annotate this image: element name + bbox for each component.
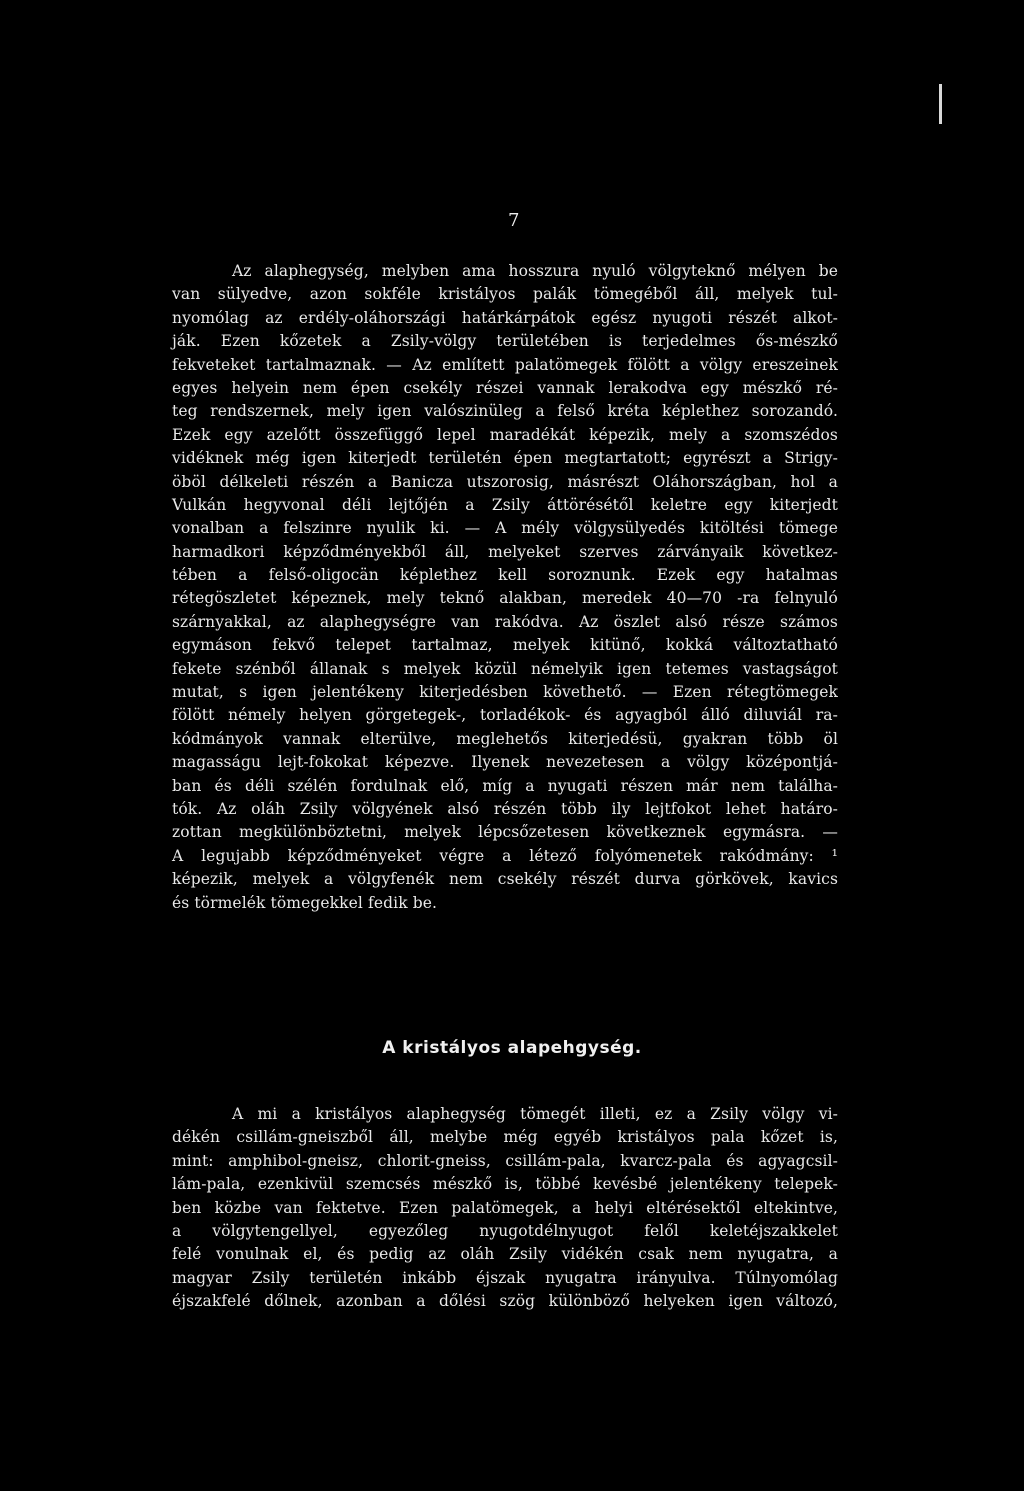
scan-edge-mark	[939, 84, 942, 124]
text-line: harmadkori képződményekből áll, melyeket szerves zárványaik következ-	[172, 542, 838, 561]
text-line: és törmelék tömegekkel fedik be.	[172, 893, 438, 912]
text-line: ban és déli szélén fordulnak elő, míg a nyugati részen már nem találha-	[172, 776, 838, 795]
text-line: Az alaphegység, melyben ama hosszura nyuló völgyteknő mélyen be	[232, 262, 838, 280]
text-line: A legujabb képződményeket végre a létező folyómenetek rakódmány: ¹	[172, 846, 838, 865]
text-line: zottan megkülönböztetni, melyek lépcsőzetesen következnek egymásra. —	[172, 823, 838, 842]
text-line: magasságu lejt-fokokat képezve. Ilyenek nevezetesen a völgy középontjá-	[172, 753, 838, 772]
text-line: ben közbe van fektetve. Ezen palatömegek, a helyi eltérésektől eltekintve,	[172, 1198, 838, 1217]
text-line: fekveteket tartalmaznak. — Az említett palatömegek fölött a völgy ereszeinek	[172, 355, 838, 374]
text-line: tében a felső-oligocän képlethez kell soroznunk. Ezek egy hatalmas	[172, 566, 838, 585]
text-line: egyes helyein nem épen csekély részei vannak lerakodva egy mészkő ré-	[172, 378, 838, 397]
section-heading: A kristályos alapehgység.	[382, 1038, 642, 1058]
body-paragraph-1	[172, 260, 838, 915]
text-line: éjszakfelé dőlnek, azonban a dőlési szög különböző helyeken igen változó,	[172, 1292, 838, 1311]
page-number: 7	[508, 210, 520, 231]
text-line: öböl délkeleti részén a Banicza utszorosig, másrészt Oláhországban, hol a	[172, 472, 838, 491]
text-line: tók. Az oláh Zsily völgyének alsó részén több ily lejtfokot lehet határo-	[172, 799, 838, 818]
text-line: rétegöszletet képeznek, mely teknő alakban, meredek 40—70 -ra felnyuló	[172, 589, 838, 608]
text-line: kódmányok vannak elterülve, meglehetős kiterjedésü, gyakran több öl	[172, 729, 838, 748]
text-line: fölött némely helyen görgetegek-, torladékok- és agyagból álló diluviál ra-	[172, 706, 838, 725]
text-line: felé vonulnak el, és pedig az oláh Zsily vidékén csak nem nyugatra, a	[172, 1245, 838, 1264]
text-line: lám-pala, ezenkivül szemcsés mészkő is, többé kevésbé jelentékeny telepek-	[172, 1175, 838, 1194]
body-paragraph-2	[172, 1103, 838, 1314]
text-line: vidéknek még igen kiterjedt területén épen megtartatott; egyrészt a Strigy-	[172, 449, 838, 468]
text-line: szárnyakkal, az alaphegységre van rakódva. Az öszlet alsó része számos	[172, 612, 838, 631]
text-line: dékén csillám-gneiszből áll, melybe még egyéb kristályos pala kőzet is,	[172, 1128, 838, 1147]
text-line: a völgytengellyel, egyezőleg nyugotdélnyugot felől keletéjszakkelet	[172, 1221, 838, 1240]
text-line: Vulkán hegyvonal déli lejtőjén a Zsily áttörésétől keletre egy kiterjedt	[172, 495, 838, 514]
text-line: teg rendszernek, mely igen valószinüleg a felső kréta képlethez sorozandó.	[172, 402, 838, 421]
text-line: fekete szénből állanak s melyek közül némelyik igen tetemes vastagságot	[172, 659, 838, 678]
text-line: van sülyedve, azon sokféle kristályos palák tömegéből áll, melyek tul-	[172, 285, 838, 304]
text-line: egymáson fekvő telepet tartalmaz, melyek kitünő, kokká változtatható	[172, 636, 838, 655]
text-line: vonalban a felszinre nyulik ki. — A mély völgysülyedés kitöltési tömege	[172, 519, 838, 538]
text-line: A mi a kristályos alaphegység tömegét illeti, ez a Zsily völgy vi-	[232, 1105, 838, 1123]
text-line: képezik, melyek a völgyfenék nem csekély részét durva görkövek, kavics	[172, 870, 838, 889]
text-line: nyomólag az erdély-oláhországi határkárpátok egész nyugoti részét alkot-	[172, 308, 838, 327]
text-line: mutat, s igen jelentékeny kiterjedésben követhető. — Ezen rétegtömegek	[172, 683, 838, 702]
text-line: ják. Ezen kőzetek a Zsily-völgy területében is terjedelmes ős-mészkő	[172, 332, 838, 351]
text-line: Ezek egy azelőtt összefüggő lepel maradékát képezik, mely a szomszédos	[172, 425, 838, 444]
text-line: mint: amphibol-gneisz, chlorit-gneiss, csillám-pala, kvarcz-pala és agyagcsil-	[172, 1151, 838, 1170]
text-line: magyar Zsily területén inkább éjszak nyugatra irányulva. Túlnyomólag	[172, 1268, 838, 1287]
